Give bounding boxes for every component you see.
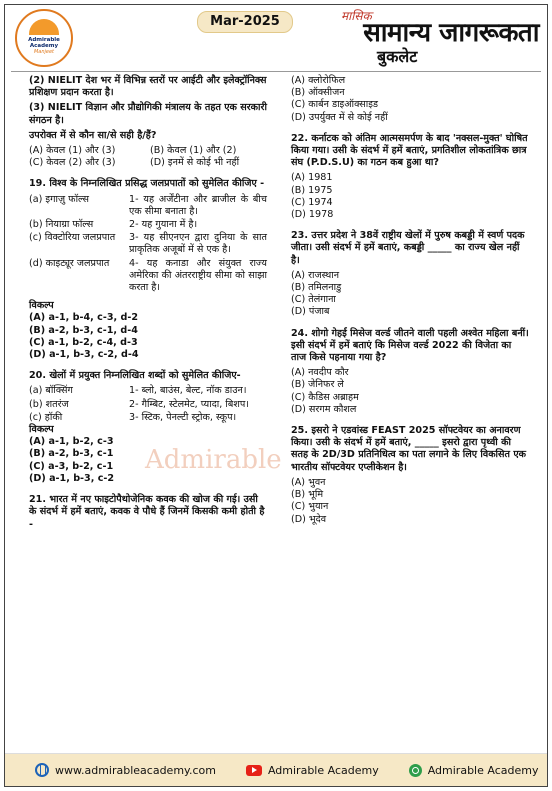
website-text: www.admirableacademy.com xyxy=(55,763,216,777)
match-left: (a) इगाज़ु फॉल्स xyxy=(29,193,89,205)
option: (D) उपर्युक्त में से कोई नहीं xyxy=(291,111,388,123)
right-column xyxy=(291,75,529,526)
option: (A) नवदीप कौर xyxy=(291,367,349,379)
question-21: 21. भारत में नए फाइटोपैथोजेनिक कवक की खोज की गई। उसी के संदर्भ में हमें बताएं, कवक वे पौधे हैं जिनमें किसकी कमी होती है - xyxy=(29,494,265,530)
question-23: 23. उत्तर प्रदेश ने 38वें राष्ट्रीय खेलों में पुरुष कबड्डी में स्वर्ण पदक जीता। उसी संदर्भ में हमें बताएं, कबड्डी _____ का राज्य खेल नहीं है। xyxy=(291,230,525,266)
intro-line: उपरोक्त में से कौन सा/से सही है/हैं? xyxy=(29,129,157,141)
header xyxy=(5,5,547,71)
option: (D) पंजाब xyxy=(291,306,330,318)
option: (D) 1978 xyxy=(291,209,334,221)
logo-brand: Admirable Academy xyxy=(28,37,60,49)
header-divider xyxy=(11,71,541,72)
match-right: 1- यह अर्जेंटीना और ब्राजील के बीच एक सीमा बनाता है। xyxy=(129,193,267,217)
booklet-title xyxy=(331,7,539,66)
option: (D) a-1, b-3, c-2 xyxy=(29,472,115,484)
youtube-link[interactable] xyxy=(246,764,379,777)
option: (B) 1975 xyxy=(291,184,333,196)
website-link[interactable] xyxy=(35,763,216,777)
instagram-link[interactable] xyxy=(409,764,539,777)
intro-line: (2) NIELIT देश भर में विभिन्न स्तरों पर आईटी और इलेक्ट्रॉनिक्स प्रशिक्षण प्रदान करता है। xyxy=(29,75,267,99)
youtube-text: Admirable Academy xyxy=(267,763,379,777)
match-left: (c) विक्टोरिया जलप्रपात xyxy=(29,232,116,244)
q20-match-table xyxy=(29,385,267,424)
page xyxy=(4,4,548,787)
match-left: (d) काइट्यूर जलप्रपात xyxy=(29,257,110,269)
question-20: 20. खेलों में प्रयुक्त निम्नलिखित शब्दों को सुमेलित कीजिए- xyxy=(29,370,241,382)
instagram-icon xyxy=(409,764,422,777)
instagram-text: Admirable Academy xyxy=(427,763,539,777)
option: (B) ऑक्सीजन xyxy=(291,87,345,99)
left-column xyxy=(29,75,267,534)
match-left: (b) शतरंज xyxy=(29,398,69,410)
option: (B) तमिलनाडु xyxy=(291,282,342,294)
option: (B) भूमि xyxy=(291,489,324,501)
option: (B) a-2, b-3, c-1, d-4 xyxy=(29,324,138,336)
option: (C) भुयान xyxy=(291,501,329,513)
option: (A) भुवन xyxy=(291,476,326,488)
youtube-icon xyxy=(246,765,262,776)
footer xyxy=(5,753,547,786)
option: (C) तेलंगाना xyxy=(291,294,336,306)
match-right: 3- यह सीएनएन द्वारा दुनिया के सात प्राकृतिक अजूबों में से एक है। xyxy=(129,232,267,256)
option: (B) जेनिफर ले xyxy=(291,379,344,391)
option: (C) केवल (2) और (3) xyxy=(29,157,116,169)
option: (C) a-1, b-2, c-4, d-3 xyxy=(29,336,138,348)
logo-tag: Manjeet xyxy=(33,49,55,55)
match-right: 4- यह कनाडा और संयुक्त राज्य अमेरिका की अंतरराष्ट्रीय सीमा को साझा करता है। xyxy=(129,257,267,294)
match-left: (b) नियाग्रा फॉल्स xyxy=(29,219,94,231)
option: (A) राजस्थान xyxy=(291,269,340,281)
option: (C) कार्बन डाइऑक्साइड xyxy=(291,99,379,111)
match-right: 2- यह गुयाना में है। xyxy=(129,219,198,231)
options-label: विकल्प xyxy=(29,300,54,312)
title-sub: बुकलेट xyxy=(377,47,418,66)
title-big: सामान्य जागरूकता xyxy=(363,18,539,48)
option: (A) a-1, b-4, c-3, d-2 xyxy=(29,312,139,324)
option: (C) कैडिस अब्राहम xyxy=(291,391,359,403)
option: (C) 1974 xyxy=(291,196,333,208)
question-25: 25. इसरो ने एडवांस्ड FEAST 2025 सॉफ्टवेयर का अनावरण किया। उसी के संदर्भ में हमें बताएं, _____ इसरो द्वारा पृथ्वी की सतह के 2D/3D प्रतिनिधित्व का पता लगाने के लिए विकसित एक भारतीय सॉफ्टवेयर एप्लीकेशन है। xyxy=(291,425,527,473)
watermark: Admirable xyxy=(145,445,282,475)
option: (C) a-3, b-2, c-1 xyxy=(29,460,114,472)
option: (A) 1981 xyxy=(291,172,333,184)
question-19: 19. विश्व के निम्नलिखित प्रसिद्ध जलप्रपातों को सुमेलित कीजिए - xyxy=(29,178,265,190)
intro-line: (3) NIELIT विज्ञान और प्रौद्योगिकी मंत्रालय के तहत एक सरकारी संगठन है। xyxy=(29,102,267,126)
options-label: विकल्प xyxy=(29,424,54,436)
option: (D) भूदेव xyxy=(291,513,327,525)
option: (D) इनमें से कोई भी नहीं xyxy=(150,157,240,169)
option: (D) a-1, b-3, c-2, d-4 xyxy=(29,349,139,361)
month-badge: Mar-2025 xyxy=(197,11,293,33)
option: (A) क्लोरोफिल xyxy=(291,75,346,86)
academy-logo xyxy=(15,9,73,67)
match-left: (c) हॉकी xyxy=(29,411,63,423)
sun-icon xyxy=(29,19,59,35)
q19-match-table xyxy=(29,194,267,295)
option: (D) सरगम कौशल xyxy=(291,403,357,415)
match-left: (a) बॉक्सिंग xyxy=(29,385,73,397)
option: (A) केवल (1) और (3) xyxy=(29,145,116,157)
match-right: 2- गैम्बिट, स्टेलमेट, प्यादा, बिशप। xyxy=(129,398,249,410)
option: (A) a-1, b-2, c-3 xyxy=(29,436,114,448)
globe-icon xyxy=(35,763,49,777)
match-right: 3- स्टिक, पेनल्टी स्ट्रोक, स्कूप। xyxy=(129,411,237,423)
intro-options xyxy=(29,145,267,169)
option: (B) केवल (1) और (2) xyxy=(150,145,237,157)
title-small: मासिक xyxy=(341,9,372,23)
question-22: 22. कर्नाटक को अंतिम आत्मसमर्पण के बाद 'नक्सल-मुक्त' घोषित किया गया। उसी के संदर्भ में हमें बताएं, प्रगतिशील लोकतांत्रिक छात्र संघ (P.D.S.U) का गठन कब हुआ था? xyxy=(291,132,528,169)
question-24: 24. शोगो गेहर्ई मिसेज वर्ल्ड जीतने वाली पहली अश्वेत महिला बनीं। इसी संदर्भ में हमें बताएं कि मिसेज वर्ल्ड 2022 की विजेता का ताज किसे पहनाया गया है? xyxy=(291,327,529,364)
match-right: 1- ब्लो, बाउंस, बेल्ट, नॉक डाउन। xyxy=(129,385,247,397)
option: (B) a-2, b-3, c-1 xyxy=(29,448,114,460)
